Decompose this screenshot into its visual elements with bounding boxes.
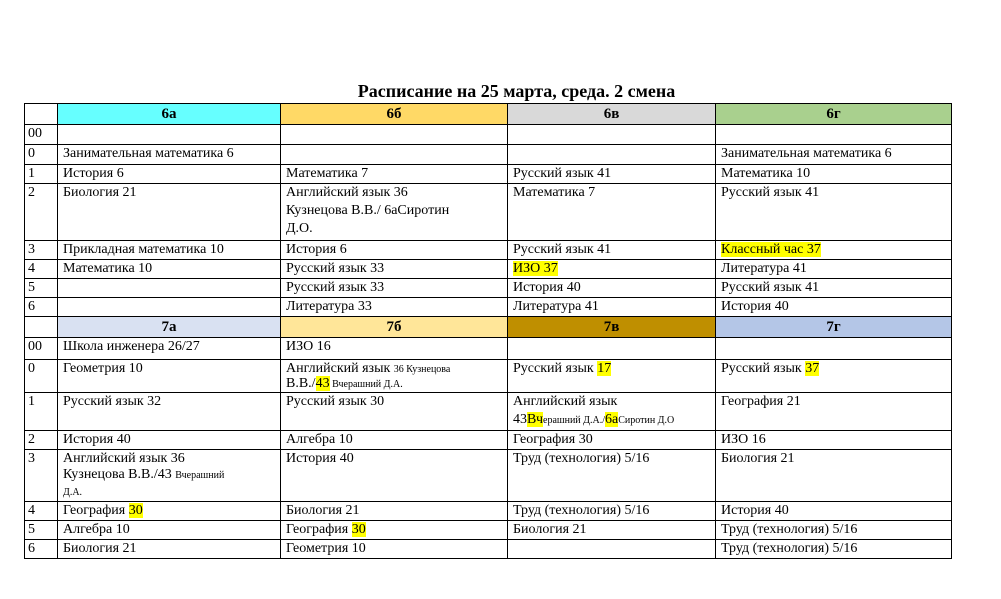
teacher-text: Д.О. <box>286 221 313 236</box>
lesson-number: 0 <box>25 145 58 165</box>
class-header-7b: 7б <box>281 317 508 338</box>
lesson-cell <box>508 540 716 559</box>
lesson-number: 00 <box>25 125 58 145</box>
lesson-cell: Биология 21 <box>508 521 716 540</box>
lesson-cell: Литература 33 <box>281 298 508 317</box>
highlighted-room: 37 <box>805 361 820 376</box>
lesson-number: 0 <box>25 360 58 393</box>
header-row-6 <box>25 104 952 125</box>
lesson-number: 6 <box>25 298 58 317</box>
lesson-cell: Русский язык 30 <box>281 393 508 431</box>
lesson-text: Английский язык <box>513 394 618 409</box>
lesson-cell: География 21 <box>716 393 952 431</box>
lesson-cell: Математика 7 <box>281 165 508 184</box>
lesson-number: 4 <box>25 502 58 521</box>
table-row <box>25 450 952 502</box>
highlighted-text: 6а <box>604 412 619 427</box>
lesson-cell: Русский язык 41 <box>508 241 716 260</box>
lesson-number: 3 <box>25 450 58 502</box>
schedule-table <box>24 103 952 559</box>
lesson-cell <box>508 260 716 279</box>
lesson-number: 1 <box>25 393 58 431</box>
lesson-cell: История 6 <box>281 241 508 260</box>
table-row <box>25 360 952 393</box>
lesson-number: 5 <box>25 279 58 298</box>
highlighted-room: 43 <box>315 376 330 391</box>
lesson-cell: История 40 <box>716 298 952 317</box>
lesson-text: Русский язык <box>721 361 806 376</box>
corner-cell <box>25 104 58 125</box>
lesson-cell: Русский язык 32 <box>58 393 281 431</box>
class-header-7a: 7а <box>58 317 281 338</box>
lesson-cell <box>716 338 952 360</box>
corner-cell <box>25 317 58 338</box>
class-header-6g: 6г <box>716 104 952 125</box>
table-row <box>25 165 952 184</box>
page-title: Расписание на 25 марта, среда. 2 смена <box>357 81 676 101</box>
lesson-cell: История 40 <box>58 431 281 450</box>
lesson-cell: История 6 <box>58 165 281 184</box>
lesson-cell <box>58 279 281 298</box>
table-row <box>25 298 952 317</box>
class-header-6b: 6б <box>281 104 508 125</box>
class-header-7g: 7г <box>716 317 952 338</box>
teacher-text: В.В./ <box>286 376 316 391</box>
lesson-cell: Труд (технология) 5/16 <box>508 450 716 502</box>
lesson-number: 1 <box>25 165 58 184</box>
lesson-cell: Труд (технология) 5/16 <box>716 521 952 540</box>
lesson-cell: Биология 21 <box>58 540 281 559</box>
lesson-cell: Литература 41 <box>716 260 952 279</box>
lesson-cell: Занимательная математика 6 <box>58 145 281 165</box>
lesson-cell: Русский язык 41 <box>508 165 716 184</box>
highlighted-room: 30 <box>128 503 143 518</box>
table-row <box>25 338 952 360</box>
lesson-text: География <box>63 503 129 518</box>
teacher-text: Вчерашний <box>175 470 225 481</box>
lesson-cell: История 40 <box>716 502 952 521</box>
lesson-cell <box>281 521 508 540</box>
lesson-cell: История 40 <box>508 279 716 298</box>
lesson-cell <box>508 125 716 145</box>
lesson-cell <box>58 298 281 317</box>
table-row <box>25 145 952 165</box>
lesson-cell: Математика 10 <box>58 260 281 279</box>
lesson-cell <box>281 360 508 393</box>
lesson-cell <box>508 393 716 431</box>
lesson-cell: География 30 <box>508 431 716 450</box>
lesson-number: 2 <box>25 431 58 450</box>
lesson-number: 3 <box>25 241 58 260</box>
class-header-6v: 6в <box>508 104 716 125</box>
highlighted-lesson: ИЗО 37 <box>513 261 558 276</box>
lesson-cell <box>58 125 281 145</box>
lesson-cell: Русский язык 41 <box>716 279 952 298</box>
lesson-cell: Геометрия 10 <box>281 540 508 559</box>
table-row <box>25 279 952 298</box>
lesson-cell: Литература 41 <box>508 298 716 317</box>
lesson-cell <box>508 338 716 360</box>
lesson-text: География <box>286 522 352 537</box>
lesson-cell: История 40 <box>281 450 508 502</box>
lesson-text: Английский язык <box>286 361 394 376</box>
lesson-number: 00 <box>25 338 58 360</box>
lesson-cell <box>716 241 952 260</box>
lesson-text: Английский язык 36 <box>63 451 185 466</box>
highlighted-room: 17 <box>597 361 612 376</box>
lesson-number: 6 <box>25 540 58 559</box>
lesson-cell <box>716 125 952 145</box>
lesson-cell: Математика 7 <box>508 184 716 241</box>
lesson-cell: Алгебра 10 <box>58 521 281 540</box>
lesson-cell: Биология 21 <box>716 450 952 502</box>
lesson-cell <box>281 184 508 241</box>
lesson-cell <box>58 450 281 502</box>
lesson-cell: Русский язык 33 <box>281 260 508 279</box>
table-row <box>25 431 952 450</box>
lesson-cell: Труд (технология) 5/16 <box>716 540 952 559</box>
teacher-text: Кузнецова В.В./ 6аСиротин <box>286 203 450 218</box>
lesson-cell <box>281 145 508 165</box>
table-row <box>25 502 952 521</box>
highlighted-lesson: Классный час 37 <box>721 242 821 257</box>
lesson-cell: Алгебра 10 <box>281 431 508 450</box>
lesson-cell: ИЗО 16 <box>716 431 952 450</box>
lesson-cell <box>281 125 508 145</box>
class-header-6a: 6а <box>58 104 281 125</box>
table-row <box>25 393 952 431</box>
table-row <box>25 540 952 559</box>
highlighted-text: Вч <box>527 412 544 427</box>
lesson-cell: Биология 21 <box>58 184 281 241</box>
table-row <box>25 125 952 145</box>
lesson-cell: Биология 21 <box>281 502 508 521</box>
teacher-text: 36 Кузнецова <box>393 364 451 375</box>
lesson-cell: Русский язык 41 <box>716 184 952 241</box>
lesson-cell: Прикладная математика 10 <box>58 241 281 260</box>
table-row <box>25 184 952 241</box>
lesson-cell: Геометрия 10 <box>58 360 281 393</box>
lesson-cell <box>58 502 281 521</box>
lesson-number: 2 <box>25 184 58 241</box>
table-row <box>25 260 952 279</box>
teacher-text: 43 <box>513 412 527 427</box>
highlighted-room: 30 <box>351 522 366 537</box>
lesson-cell: Математика 10 <box>716 165 952 184</box>
teacher-text: Д.А. <box>63 487 83 498</box>
lesson-number: 4 <box>25 260 58 279</box>
lesson-cell <box>508 360 716 393</box>
lesson-cell: Занимательная математика 6 <box>716 145 952 165</box>
teacher-text: Кузнецова В.В./43 <box>63 467 176 482</box>
lesson-text: Английский язык 36 <box>286 185 408 200</box>
lesson-text: Русский язык <box>513 361 598 376</box>
table-row <box>25 521 952 540</box>
lesson-cell <box>716 360 952 393</box>
lesson-cell: ИЗО 16 <box>281 338 508 360</box>
header-row-7 <box>25 317 952 338</box>
lesson-cell <box>508 145 716 165</box>
lesson-cell: Труд (технология) 5/16 <box>508 502 716 521</box>
teacher-text: Вчерашний Д.А. <box>329 379 403 390</box>
class-header-7v: 7в <box>508 317 716 338</box>
lesson-cell: Русский язык 33 <box>281 279 508 298</box>
teacher-text: ерашний Д.А./ <box>543 415 605 426</box>
teacher-text: Сиротин Д.О <box>618 415 675 426</box>
lesson-cell: Школа инженера 26/27 <box>58 338 281 360</box>
lesson-number: 5 <box>25 521 58 540</box>
table-row <box>25 241 952 260</box>
